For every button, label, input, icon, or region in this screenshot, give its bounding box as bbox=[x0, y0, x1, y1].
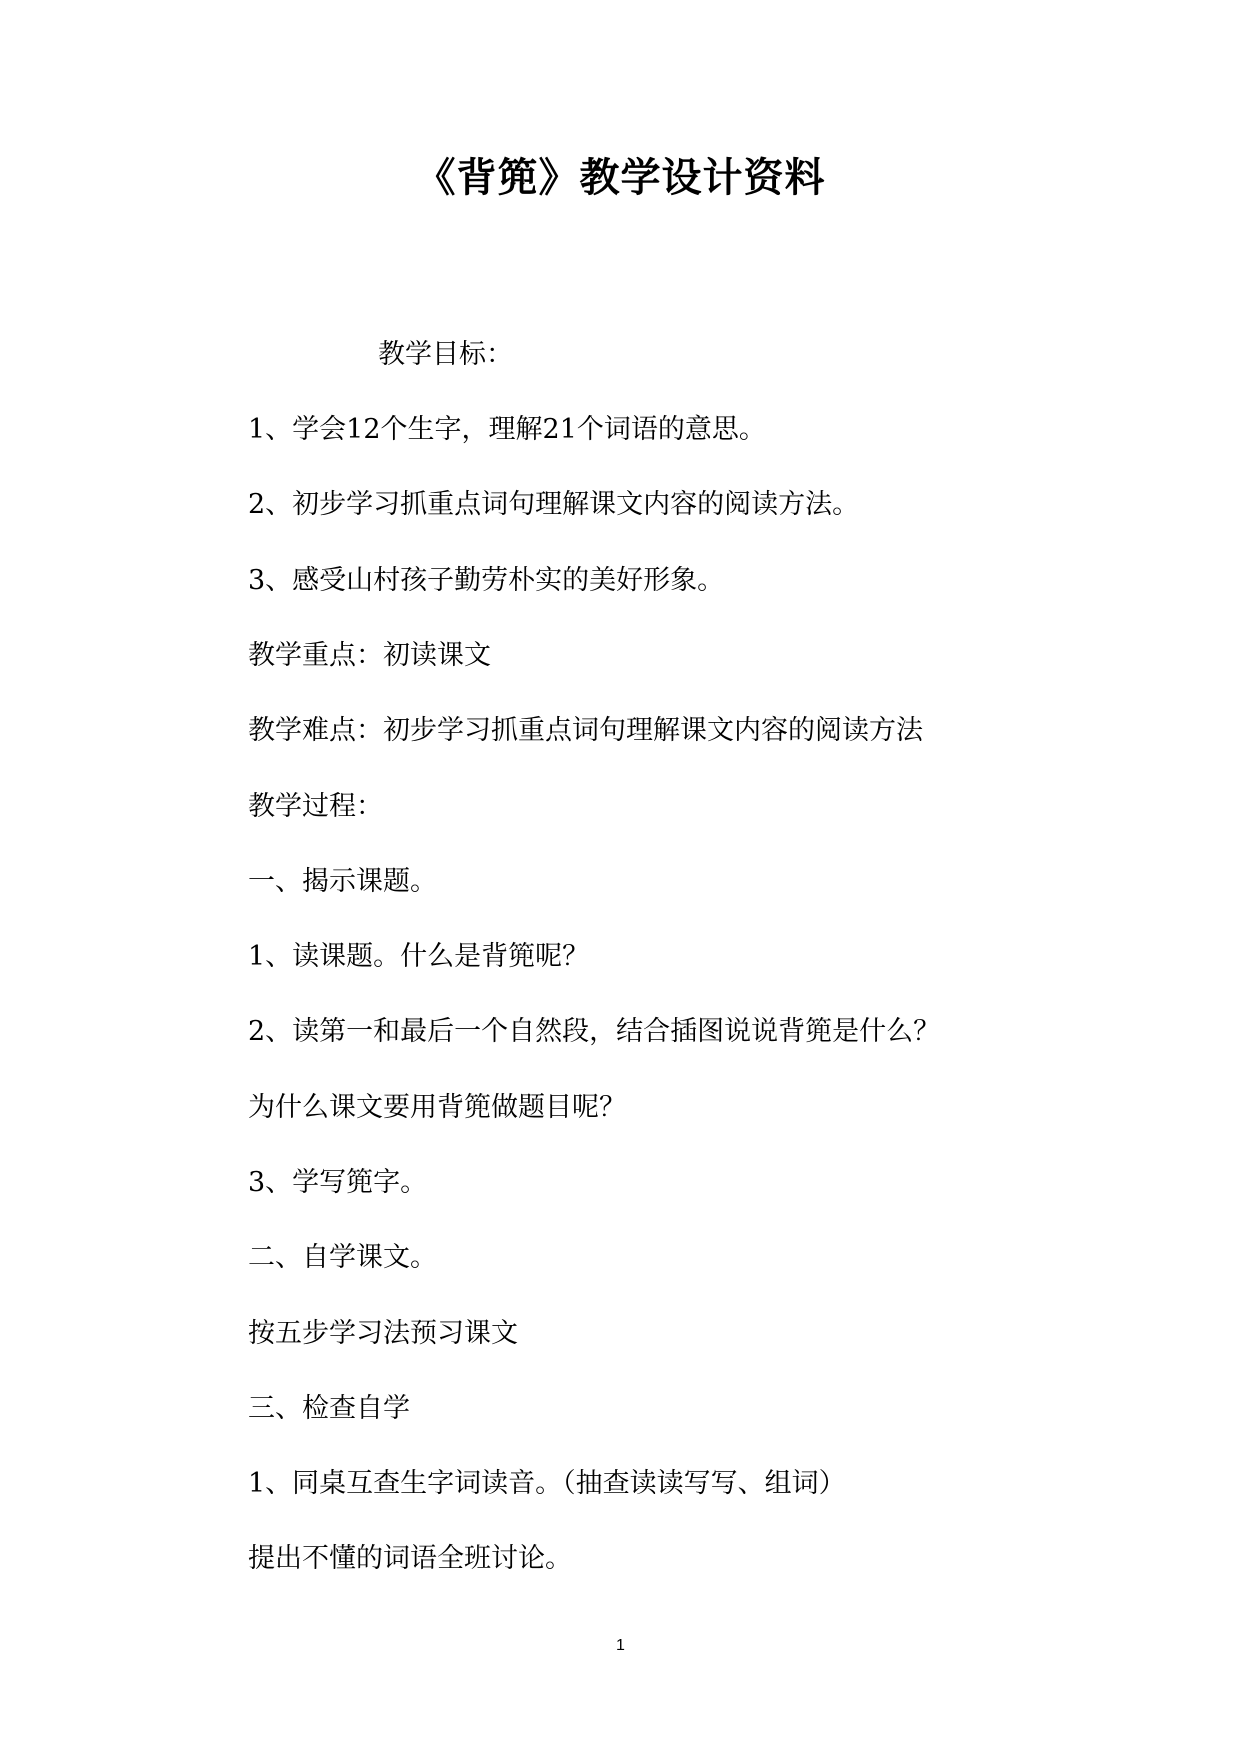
step-item: 1、读课题。什么是背篼呢？ bbox=[248, 941, 590, 972]
objective-item-1: 1、学会12个生字，理解21个词语的意思。 bbox=[248, 414, 766, 445]
step-item: 3、学写篼字。 bbox=[248, 1167, 428, 1198]
step-item: 提出不懂的词语全班讨论。 bbox=[248, 1543, 572, 1574]
step-heading-2: 二、自学课文。 bbox=[248, 1242, 437, 1273]
document-title: 《背篼》教学设计资料 bbox=[415, 155, 826, 201]
step-item-continuation: 为什么课文要用背篼做题目呢？ bbox=[248, 1092, 626, 1123]
difficulty-line: 教学难点：初步学习抓重点词句理解课文内容的阅读方法 bbox=[248, 715, 923, 746]
objective-item-2: 2、初步学习抓重点词句理解课文内容的阅读方法。 bbox=[248, 489, 860, 520]
step-heading-1: 一、揭示课题。 bbox=[248, 866, 437, 897]
objective-item-3: 3、感受山村孩子勤劳朴实的美好形象。 bbox=[248, 565, 725, 596]
key-point-line: 教学重点：初读课文 bbox=[248, 640, 491, 671]
section-heading-process: 教学过程： bbox=[248, 791, 383, 822]
step-item: 1、同桌互查生字词读音。（抽查读读写写、组词） bbox=[248, 1468, 846, 1499]
step-heading-3: 三、检查自学 bbox=[248, 1393, 410, 1424]
step-item: 2、读第一和最后一个自然段，结合插图说说背篼是什么？ bbox=[248, 1016, 941, 1047]
section-heading-objectives: 教学目标： bbox=[378, 339, 513, 370]
page-number: 1 bbox=[616, 1637, 625, 1654]
step-item: 按五步学习法预习课文 bbox=[248, 1318, 518, 1349]
